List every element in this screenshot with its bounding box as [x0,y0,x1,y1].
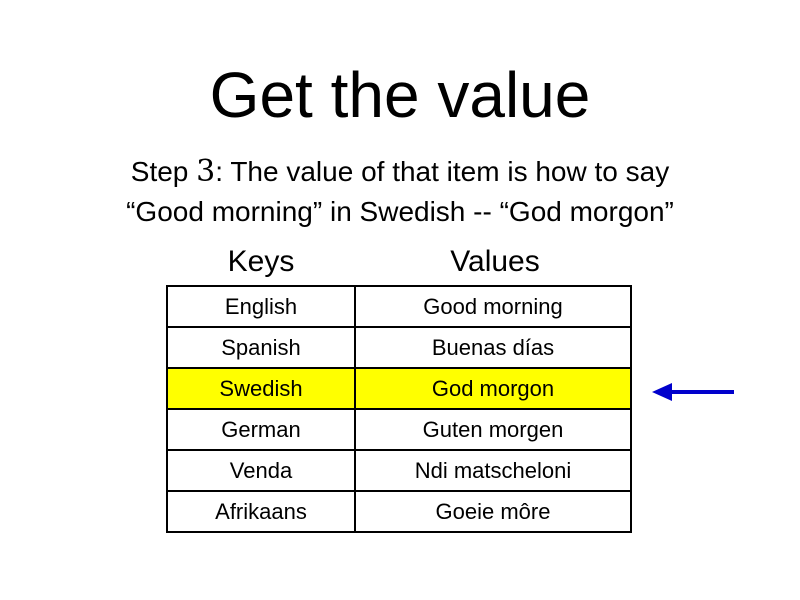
key-value-table [166,285,632,533]
slide-subtitle [0,152,800,232]
key-cell: Swedish [167,368,355,409]
key-cell: English [167,286,355,327]
slide-title: Get the value [209,59,591,131]
value-cell: Goeie môre [355,491,631,532]
keys-column-header: Keys [227,245,295,278]
value-cell: Ndi matscheloni [355,450,631,491]
key-cell: Spanish [167,327,355,368]
subtitle-line-1 [0,152,800,192]
table-row [167,409,631,450]
table-row [167,286,631,327]
subtitle-line-2: “Good morning” in Swedish -- “God morgon” [126,196,674,227]
step-number: 3 [196,154,216,189]
arrow-head [652,383,672,401]
arrow-left-icon [652,380,736,404]
key-cell: Afrikaans [167,491,355,532]
value-cell: Guten morgen [355,409,631,450]
table-row [167,491,631,532]
value-cell: God morgon [355,368,631,409]
table-row [167,450,631,491]
value-cell: Good morning [355,286,631,327]
values-column-header: Values [450,245,540,278]
subtitle-line-1-rest: : The value of that item is how to say [215,156,670,187]
key-cell: Venda [167,450,355,491]
value-cell: Buenas días [355,327,631,368]
key-cell: German [167,409,355,450]
subtitle-prefix: Step [130,156,197,187]
table-row [167,368,631,409]
table-row [167,327,631,368]
